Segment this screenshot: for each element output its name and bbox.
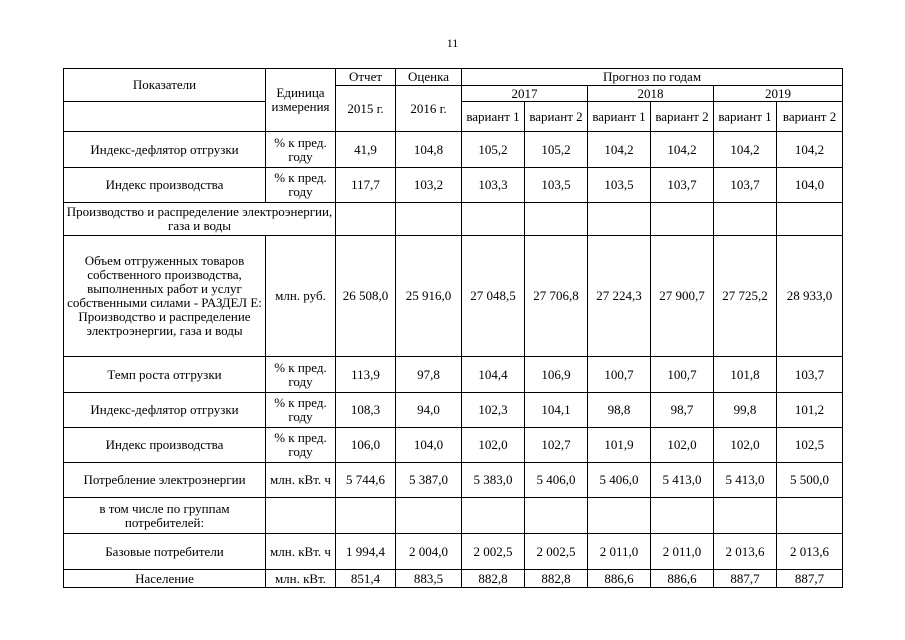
header-variant: вариант 1 xyxy=(462,102,525,132)
row-label: Потребление электроэнергии xyxy=(64,463,266,498)
section-heading: Производство и распределение электроэнергии, газа и воды xyxy=(64,203,336,236)
header-indicators-spacer xyxy=(64,102,266,132)
row-label: Индекс-дефлятор отгрузки xyxy=(64,132,266,168)
cell-value: 104,2 xyxy=(651,132,714,168)
cell-value: 5 413,0 xyxy=(651,463,714,498)
table-row xyxy=(64,203,843,236)
cell-value: 101,8 xyxy=(714,357,777,393)
row-unit: % к пред. году xyxy=(266,357,336,393)
table-row xyxy=(64,498,843,534)
row-unit: % к пред. году xyxy=(266,132,336,168)
cell-value: 117,7 xyxy=(336,168,396,203)
cell-value: 2 002,5 xyxy=(525,534,588,570)
header-estimate: Оценка xyxy=(396,69,462,86)
cell-value: 5 406,0 xyxy=(588,463,651,498)
cell-value: 2 013,6 xyxy=(777,534,843,570)
forecast-table xyxy=(63,68,843,588)
cell-value: 108,3 xyxy=(336,393,396,428)
cell-empty xyxy=(525,203,588,236)
cell-value: 2 011,0 xyxy=(588,534,651,570)
cell-value: 887,7 xyxy=(777,570,843,588)
cell-value: 104,2 xyxy=(714,132,777,168)
cell-value: 97,8 xyxy=(396,357,462,393)
cell-empty xyxy=(651,203,714,236)
table-row xyxy=(64,132,843,168)
cell-value: 27 706,8 xyxy=(525,236,588,357)
cell-value: 27 900,7 xyxy=(651,236,714,357)
cell-empty xyxy=(777,203,843,236)
cell-value: 886,6 xyxy=(588,570,651,588)
header-year-2018: 2018 xyxy=(588,86,714,102)
cell-value: 882,8 xyxy=(462,570,525,588)
cell-value: 105,2 xyxy=(462,132,525,168)
cell-value: 101,2 xyxy=(777,393,843,428)
cell-value: 5 406,0 xyxy=(525,463,588,498)
cell-value: 2 011,0 xyxy=(651,534,714,570)
cell-value: 103,2 xyxy=(396,168,462,203)
cell-value: 104,0 xyxy=(777,168,843,203)
row-label: в том числе по группам потребителей: xyxy=(64,498,266,534)
cell-value: 104,2 xyxy=(588,132,651,168)
cell-value: 102,7 xyxy=(525,428,588,463)
row-unit: % к пред. году xyxy=(266,393,336,428)
cell-value: 103,7 xyxy=(714,168,777,203)
cell-value: 102,0 xyxy=(462,428,525,463)
header-year-2019: 2019 xyxy=(714,86,843,102)
table-row xyxy=(64,236,843,357)
row-unit: млн. кВт. ч xyxy=(266,534,336,570)
cell-value: 102,0 xyxy=(714,428,777,463)
table-row xyxy=(64,393,843,428)
row-label: Индекс-дефлятор отгрузки xyxy=(64,393,266,428)
row-unit: % к пред. году xyxy=(266,428,336,463)
cell-value: 100,7 xyxy=(588,357,651,393)
header-year-2016: 2016 г. xyxy=(396,86,462,132)
cell-value: 27 224,3 xyxy=(588,236,651,357)
cell-value: 28 933,0 xyxy=(777,236,843,357)
cell-value: 27 725,2 xyxy=(714,236,777,357)
cell-empty xyxy=(777,498,843,534)
cell-empty xyxy=(714,203,777,236)
cell-value: 104,2 xyxy=(777,132,843,168)
cell-value: 2 002,5 xyxy=(462,534,525,570)
table-row xyxy=(64,534,843,570)
cell-value: 41,9 xyxy=(336,132,396,168)
header-year-2017: 2017 xyxy=(462,86,588,102)
cell-value: 27 048,5 xyxy=(462,236,525,357)
cell-value: 98,8 xyxy=(588,393,651,428)
cell-value: 94,0 xyxy=(396,393,462,428)
row-unit: млн. кВт. xyxy=(266,570,336,588)
cell-empty xyxy=(396,498,462,534)
cell-value: 102,3 xyxy=(462,393,525,428)
row-label: Объем отгруженных товаров собственного производства, выполненных работ и услуг собственными силами - РАЗДЕЛ Е: Производство и распределение электроэнергии, газа и воды xyxy=(64,236,266,357)
header-unit: Единица измерения xyxy=(266,69,336,132)
cell-value: 102,5 xyxy=(777,428,843,463)
cell-value: 113,9 xyxy=(336,357,396,393)
cell-empty xyxy=(588,498,651,534)
cell-empty xyxy=(462,498,525,534)
table-row xyxy=(64,570,843,588)
table-row xyxy=(64,428,843,463)
row-label: Темп роста отгрузки xyxy=(64,357,266,393)
header-year-2015: 2015 г. xyxy=(336,86,396,132)
cell-value: 104,8 xyxy=(396,132,462,168)
row-label: Базовые потребители xyxy=(64,534,266,570)
cell-value: 101,9 xyxy=(588,428,651,463)
header-report: Отчет xyxy=(336,69,396,86)
cell-empty xyxy=(336,203,396,236)
cell-empty xyxy=(336,498,396,534)
header-variant: вариант 1 xyxy=(714,102,777,132)
cell-value: 5 744,6 xyxy=(336,463,396,498)
table-row xyxy=(64,463,843,498)
cell-value: 104,1 xyxy=(525,393,588,428)
cell-empty xyxy=(266,498,336,534)
cell-value: 104,4 xyxy=(462,357,525,393)
cell-value: 102,0 xyxy=(651,428,714,463)
cell-empty xyxy=(525,498,588,534)
cell-value: 882,8 xyxy=(525,570,588,588)
header-variant: вариант 2 xyxy=(525,102,588,132)
table-row xyxy=(64,168,843,203)
cell-value: 5 500,0 xyxy=(777,463,843,498)
table-row xyxy=(64,357,843,393)
cell-value: 103,5 xyxy=(588,168,651,203)
cell-value: 98,7 xyxy=(651,393,714,428)
row-unit: млн. руб. xyxy=(266,236,336,357)
cell-value: 103,3 xyxy=(462,168,525,203)
cell-value: 883,5 xyxy=(396,570,462,588)
row-unit: % к пред. году xyxy=(266,168,336,203)
row-unit: млн. кВт. ч xyxy=(266,463,336,498)
cell-value: 103,7 xyxy=(777,357,843,393)
cell-value: 2 004,0 xyxy=(396,534,462,570)
cell-value: 5 413,0 xyxy=(714,463,777,498)
cell-value: 2 013,6 xyxy=(714,534,777,570)
row-label: Индекс производства xyxy=(64,168,266,203)
cell-value: 26 508,0 xyxy=(336,236,396,357)
cell-value: 104,0 xyxy=(396,428,462,463)
cell-value: 106,9 xyxy=(525,357,588,393)
cell-value: 5 387,0 xyxy=(396,463,462,498)
cell-value: 106,0 xyxy=(336,428,396,463)
header-variant: вариант 2 xyxy=(651,102,714,132)
cell-value: 25 916,0 xyxy=(396,236,462,357)
cell-empty xyxy=(588,203,651,236)
header-forecast: Прогноз по годам xyxy=(462,69,843,86)
cell-value: 100,7 xyxy=(651,357,714,393)
cell-empty xyxy=(714,498,777,534)
cell-value: 105,2 xyxy=(525,132,588,168)
cell-value: 99,8 xyxy=(714,393,777,428)
cell-empty xyxy=(462,203,525,236)
cell-value: 103,5 xyxy=(525,168,588,203)
cell-value: 5 383,0 xyxy=(462,463,525,498)
cell-empty xyxy=(651,498,714,534)
header-variant: вариант 2 xyxy=(777,102,843,132)
header-variant: вариант 1 xyxy=(588,102,651,132)
header-indicators: Показатели xyxy=(64,69,266,102)
cell-value: 103,7 xyxy=(651,168,714,203)
cell-empty xyxy=(396,203,462,236)
cell-value: 1 994,4 xyxy=(336,534,396,570)
row-label: Индекс производства xyxy=(64,428,266,463)
cell-value: 886,6 xyxy=(651,570,714,588)
cell-value: 851,4 xyxy=(336,570,396,588)
row-label: Население xyxy=(64,570,266,588)
cell-value: 887,7 xyxy=(714,570,777,588)
page-number: 11 xyxy=(446,36,459,50)
